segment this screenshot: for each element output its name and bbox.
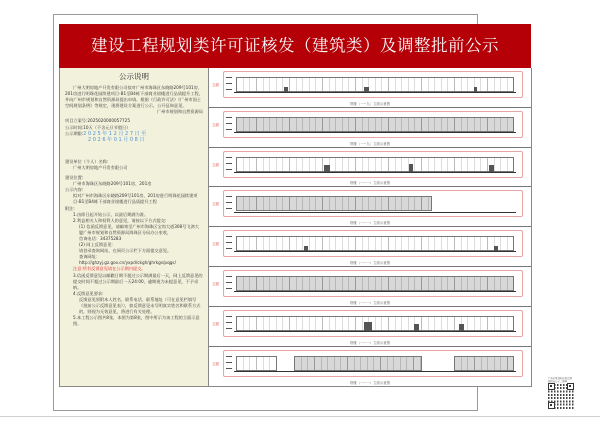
elevation-row [209, 148, 531, 188]
elevation-row [209, 347, 531, 387]
elevation-row [209, 187, 531, 227]
elevation-tag: 立面 [212, 122, 219, 127]
note-4: 4.反馈意见要求: [73, 290, 104, 296]
notice-panel [59, 68, 209, 387]
location: 广州市海珠区东晓路209号101房、201房 [73, 181, 152, 187]
elevation-caption: 塔楼（一~一）立面示意图 [349, 340, 391, 345]
publication-period: 公示时间:10天（不含元旦节假日） [65, 124, 131, 130]
qr-caption: 广州市规划和自然资源局批前公示二维码 [548, 377, 572, 383]
elevation-row [209, 307, 531, 347]
elevation-caption: 塔楼（一~一）立面示意图 [349, 300, 391, 305]
content: 拟对广州市海珠区东晓路209号101房、201房进行明珠花园续建项目-B1至B4栋下部商业裙楼进行品质提升工程 [73, 193, 198, 205]
elevation-row [209, 108, 531, 148]
elevation-drawings-panel [209, 68, 532, 387]
building-outline [236, 196, 432, 211]
publication-range: 公示期限:2025年12月27日至 [65, 130, 148, 137]
note-2-1-phone: 咨询电话：34375283 [79, 235, 122, 241]
elevation-caption: 塔楼（一~一）立面示意图 [349, 381, 391, 386]
elevation-caption: 塔楼（一~一）立面示意图 [349, 221, 391, 226]
building-outline [294, 356, 422, 371]
elevation-tag: 立面 [212, 83, 219, 87]
elevation-tag: 立面 [212, 321, 219, 326]
elevation-drawing [223, 71, 523, 98]
building-outline [236, 316, 514, 331]
publication-range-end: 2026年01月08日 [88, 136, 147, 143]
notice-body: 广州大明房地产开发有限公司拟对广州市海珠区东晓路209号101房、201房进行明珠花园续建项目-B1至B4栋下部商业裙楼进行品质提升工程，并向广州市规划和自然资源局提出申请。根据《行政许可法》《广州市国土空间规划条例》等规定，现将建设方案进行公示，公开征询意见。 [65, 85, 203, 109]
building-outline [236, 276, 514, 291]
note-5: 5.本工程公示图共8张，本图为第8张，图中所示为该工程的立面示意图。 [73, 315, 200, 327]
building-outline [236, 77, 514, 92]
elevation-tag: 立面 [212, 281, 219, 286]
applicant-label: 建设单位（个人）名称: [65, 158, 109, 164]
content-label: 公示内容: [65, 187, 84, 193]
divider [0, 416, 600, 417]
elevation-caption: 塔楼（一~一）立面示意图 [349, 260, 391, 265]
query-url-link[interactable]: http://ghzyj.gz.gov.cn/yxpd/ckgh/ghrkgs/pqgs/ [79, 260, 176, 266]
building-outline [236, 157, 514, 172]
note-2: 2.利益相关人和权利人的意见，请按以下方式提交: [73, 217, 167, 223]
notice-signature: 广州市规划和自然资源局 [156, 109, 203, 115]
note-2-1: (1) 信函反馈意见，请邮寄至广州市海珠区宝岗大道308号飞鸿大厦广州市规划和自然资源局海珠区分局办公室收， [79, 223, 199, 235]
qr-code[interactable] [548, 383, 574, 409]
elevation-caption: 塔楼（一~九）立面示意图 [349, 141, 391, 146]
location-label: 建设位置: [65, 175, 84, 181]
notes-label: 附注: [65, 205, 75, 211]
elevation-tag: 立面 [212, 202, 219, 207]
building-outline [236, 117, 514, 132]
elevation-tag: 立面 [212, 242, 219, 247]
elevation-caption: 塔楼（一~九）立面示意图 [349, 101, 391, 106]
elevation-drawing [223, 270, 523, 297]
red-warning: 注意:所有反馈意见请在公示期内提交。 [73, 266, 146, 272]
elevation-row [209, 267, 531, 307]
building-outline [236, 236, 514, 251]
project-number: 项目立案号:2025020000057725 [65, 118, 130, 124]
note-2-2-instruction: 请登录查询网站，在网页公示栏下方面提交意见。 [79, 248, 172, 254]
building-outline [454, 356, 514, 371]
elevation-row [209, 68, 531, 108]
elevation-drawing [223, 310, 523, 337]
note-2-2-url-label: 查询网址： [79, 254, 100, 260]
elevation-tag: 立面 [212, 361, 219, 366]
elevation-drawing [223, 190, 523, 217]
elevation-drawing [223, 151, 523, 178]
note-3: 3.信函反馈意见以邮戳日期不超过公示期满最后一天，网上反馈意见的提交时间不超过公示期最后一天24:00，逾期视为未提意见，不予采纳。 [73, 272, 203, 290]
elevation-drawing [223, 350, 523, 377]
note-2-2: (2) 网上反馈意见: [79, 242, 113, 248]
note-4-1: 反馈意见须附本人姓名、联系电话、联系地址（可在意见栏填写《批前公示反馈意见表》），如反馈意见未写明真实姓名和联系方式的，则视为无效意见，将进行有关处理。 [79, 296, 201, 315]
elevation-row [209, 227, 531, 267]
elevation-drawing [223, 230, 523, 257]
elevation-drawing [223, 111, 523, 138]
elevation-tag: 立面 [212, 162, 219, 167]
building-outline [236, 356, 277, 371]
note-1: 1.由即日起开始公示，以最后期满为准。 [73, 211, 149, 217]
page-title: 建设工程规划类许可证核发（建筑类）及调整批前公示 [59, 24, 531, 68]
applicant: 广州大明房地产开发有限公司 [73, 164, 128, 170]
elevation-caption: 塔楼（一~一）立面示意图 [349, 181, 391, 186]
notice-title: 公示说明 [119, 72, 149, 81]
